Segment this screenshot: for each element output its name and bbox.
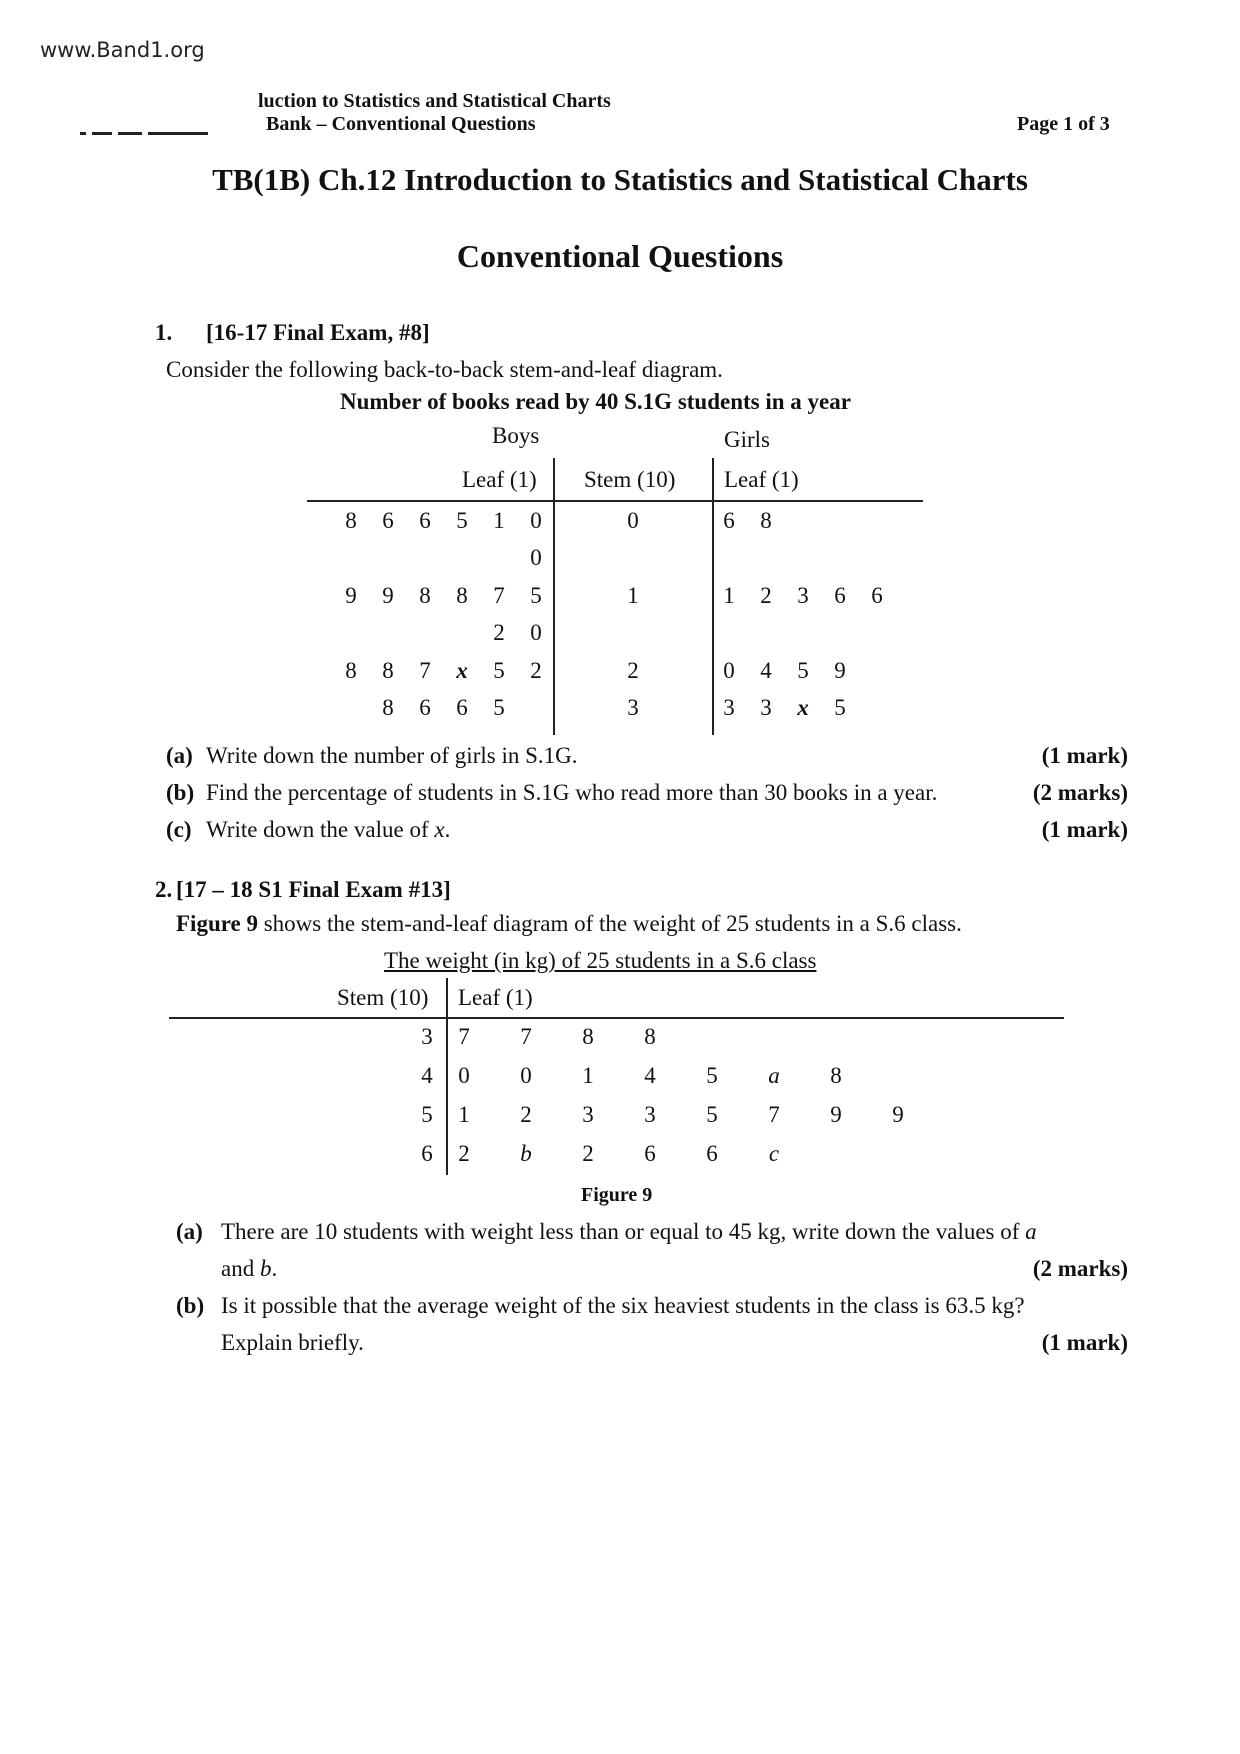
q2-leaf: 9 bbox=[830, 1102, 842, 1127]
q1-girls-leaf: 2 bbox=[760, 583, 772, 608]
q1-boys-leaf: 5 bbox=[493, 658, 505, 683]
q2-divider bbox=[446, 978, 448, 1175]
q1-stem-header: Stem (10) bbox=[584, 467, 676, 492]
q2a-var-a: a bbox=[1025, 1219, 1037, 1244]
header-chapter-title: luction to Statistics and Statistical Charts bbox=[258, 90, 611, 112]
q2-leaf: b bbox=[520, 1141, 532, 1166]
site-watermark: www.Band1.org bbox=[40, 38, 205, 62]
q1-girls-leaf: 0 bbox=[723, 658, 735, 683]
q2-leaf: 2 bbox=[520, 1102, 532, 1127]
q2-leaf: 4 bbox=[644, 1063, 656, 1088]
q1-girls-leaf: x bbox=[797, 695, 809, 720]
q2-stem: 4 bbox=[421, 1063, 433, 1088]
q1a-marks: (1 mark) bbox=[1041, 743, 1128, 768]
q2-header-rule bbox=[169, 1017, 1064, 1019]
q1-boys-leaf: 9 bbox=[382, 583, 394, 608]
q1-source: [16-17 Final Exam, #8] bbox=[206, 320, 430, 345]
q2a-var-b: b bbox=[259, 1256, 272, 1281]
q2-leaf: 7 bbox=[458, 1024, 470, 1049]
q1-boys-leaf: 2 bbox=[530, 658, 542, 683]
q1-stem: 0 bbox=[627, 508, 639, 533]
q1-boys-leaf: 9 bbox=[345, 583, 357, 608]
q2-leaf: 8 bbox=[582, 1024, 594, 1049]
q2-intro-text: shows the stem-and-leaf diagram of the weight of 25 students in a S.6 class. bbox=[257, 911, 962, 936]
q2-figure-label: Figure 9 bbox=[581, 1184, 653, 1206]
q2-leaf: a bbox=[768, 1063, 780, 1088]
q1-diagram-caption: Number of books read by 40 S.1G students in a year bbox=[340, 389, 851, 414]
q2-stem: 5 bbox=[421, 1102, 433, 1127]
q2-intro-figure-ref: Figure 9 bbox=[176, 911, 258, 936]
q1b-label: (b) bbox=[166, 780, 195, 805]
q1-stem: 1 bbox=[627, 583, 639, 608]
q2-source: [17 – 18 S1 Final Exam #13] bbox=[176, 877, 451, 902]
q2-leaf: 9 bbox=[892, 1102, 904, 1127]
q1-boys-leaf: 0 bbox=[530, 508, 542, 533]
q1-left-divider bbox=[553, 458, 555, 735]
q1-boys-leaf: 5 bbox=[530, 583, 542, 608]
q2-leaf: 5 bbox=[706, 1063, 718, 1088]
page-title: TB(1B) Ch.12 Introduction to Statistics and Statistical Charts bbox=[212, 162, 1028, 197]
q1-boys-leaf: 8 bbox=[382, 658, 394, 683]
q1-boys-leaf: 5 bbox=[456, 508, 468, 533]
q2-leaf: 1 bbox=[458, 1102, 470, 1127]
q2a-line2 bbox=[221, 1256, 277, 1282]
q2-leaf: c bbox=[768, 1141, 780, 1166]
q2a-line1 bbox=[221, 1219, 1037, 1245]
q2a-line1-text: There are 10 students with weight less than or equal to 45 kg, write down the values of bbox=[221, 1219, 1026, 1244]
q2-diagram-caption: The weight (in kg) of 25 students in a S.6 class bbox=[384, 948, 817, 973]
q2-leaf: 2 bbox=[458, 1141, 470, 1166]
q1-boys-leaf: 0 bbox=[530, 545, 542, 570]
q1c-text bbox=[206, 817, 450, 843]
q1-boys-leaf: 6 bbox=[419, 508, 431, 533]
q2-intro bbox=[176, 911, 962, 937]
q2-stem: 6 bbox=[421, 1141, 433, 1166]
q1c-text-pre: Write down the value of bbox=[206, 817, 435, 842]
page-number: Page 1 of 3 bbox=[1017, 113, 1110, 135]
q1b-text: Find the percentage of students in S.1G who read more than 30 books in a year. bbox=[206, 780, 938, 805]
q1-boys-leaf: 8 bbox=[456, 583, 468, 608]
q1-boys-leaf: 6 bbox=[456, 695, 468, 720]
q2-leaf: 7 bbox=[768, 1102, 780, 1127]
q2b-line1: Is it possible that the average weight of the six heaviest students in the class is 63.5 kg? bbox=[221, 1293, 1025, 1318]
q1a-text: Write down the number of girls in S.1G. bbox=[206, 743, 578, 768]
q2-number: 2. bbox=[155, 877, 173, 902]
q1-girls-leaf-header: Leaf (1) bbox=[724, 467, 799, 492]
q2-leaf: 3 bbox=[582, 1102, 594, 1127]
q1-boys-leaf: 8 bbox=[345, 658, 357, 683]
q2b-line2: Explain briefly. bbox=[221, 1330, 364, 1355]
q1-boys-leaf: 8 bbox=[382, 695, 394, 720]
q1-boys-leaf: 5 bbox=[493, 695, 505, 720]
q2-leaf: 8 bbox=[830, 1063, 842, 1088]
q1-boys-leaf: 2 bbox=[493, 620, 505, 645]
q1-boys-leaf: 0 bbox=[530, 620, 542, 645]
q1-girls-leaf: 1 bbox=[723, 583, 735, 608]
q2-leaf: 3 bbox=[644, 1102, 656, 1127]
q1-girls-leaf: 5 bbox=[834, 695, 846, 720]
q1-header-rule bbox=[307, 500, 923, 502]
q1c-text-post: . bbox=[444, 817, 451, 842]
q2b-marks: (1 mark) bbox=[1041, 1330, 1128, 1355]
q2-leaf: 7 bbox=[520, 1024, 532, 1049]
q2-leaf: 5 bbox=[706, 1102, 718, 1127]
q1-boys-leaf: 7 bbox=[493, 583, 505, 608]
q2-leaf: 6 bbox=[706, 1141, 718, 1166]
q2-leaf-header: Leaf (1) bbox=[458, 985, 533, 1010]
q1b-marks: (2 marks) bbox=[1032, 780, 1128, 805]
q2-stem-header: Stem (10) bbox=[337, 985, 429, 1010]
q2-stem: 3 bbox=[421, 1024, 433, 1049]
q2a-line2-post: . bbox=[271, 1256, 278, 1281]
q2-leaf: 0 bbox=[458, 1063, 470, 1088]
q1-girls-leaf: 6 bbox=[723, 508, 735, 533]
q1-girls-leaf: 5 bbox=[797, 658, 809, 683]
q2-leaf: 1 bbox=[582, 1063, 594, 1088]
q1-girls-leaf: 3 bbox=[760, 695, 772, 720]
q1-girls-leaf: 6 bbox=[871, 583, 883, 608]
q1-intro: Consider the following back-to-back stem-and-leaf diagram. bbox=[166, 357, 723, 382]
q1-girls-label: Girls bbox=[724, 427, 770, 452]
header-bank-title: Bank – Conventional Questions bbox=[266, 113, 536, 135]
q1-girls-leaf: 8 bbox=[760, 508, 772, 533]
header-garbled-text bbox=[80, 124, 266, 134]
q1-boys-leaf: 8 bbox=[345, 508, 357, 533]
q1-boys-leaf: 8 bbox=[419, 583, 431, 608]
q1-number: 1. bbox=[155, 320, 173, 345]
q1-girls-leaf: 9 bbox=[834, 658, 846, 683]
q2a-label: (a) bbox=[176, 1219, 203, 1244]
q1-boys-leaf: 6 bbox=[419, 695, 431, 720]
q1-girls-leaf: 3 bbox=[723, 695, 735, 720]
q1-boys-leaf: 7 bbox=[419, 658, 431, 683]
q1c-marks: (1 mark) bbox=[1041, 817, 1128, 842]
q1-boys-leaf: 1 bbox=[493, 508, 505, 533]
q1-boys-leaf-header: Leaf (1) bbox=[462, 467, 537, 492]
q1-boys-leaf: 6 bbox=[382, 508, 394, 533]
q1-girls-leaf: 6 bbox=[834, 583, 846, 608]
q1-boys-leaf: x bbox=[456, 658, 468, 683]
q1-boys-label: Boys bbox=[492, 423, 540, 448]
q1c-var: x bbox=[434, 817, 445, 842]
q1-girls-leaf: 4 bbox=[760, 658, 772, 683]
q1-stem: 2 bbox=[627, 658, 639, 683]
q2-leaf: 8 bbox=[644, 1024, 656, 1049]
q1c-label: (c) bbox=[166, 817, 192, 842]
q2-leaf: 0 bbox=[520, 1063, 532, 1088]
q2a-line2-text: and bbox=[221, 1256, 260, 1281]
q1-girls-leaf: 3 bbox=[797, 583, 809, 608]
q2-leaf: 6 bbox=[644, 1141, 656, 1166]
q1a-label: (a) bbox=[166, 743, 193, 768]
q2-leaf: 2 bbox=[582, 1141, 594, 1166]
q1-stem: 3 bbox=[627, 695, 639, 720]
q2a-marks: (2 marks) bbox=[1032, 1256, 1128, 1281]
section-title: Conventional Questions bbox=[456, 238, 784, 274]
q2b-label: (b) bbox=[176, 1293, 205, 1318]
